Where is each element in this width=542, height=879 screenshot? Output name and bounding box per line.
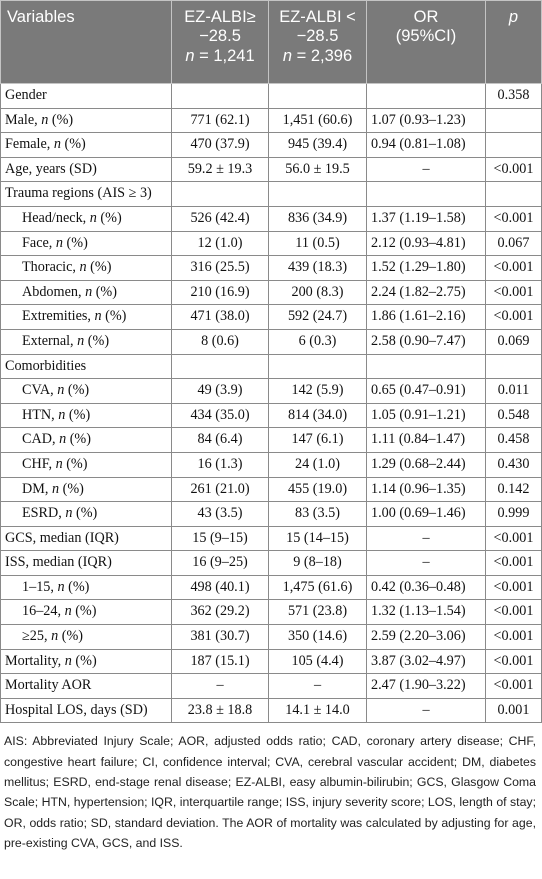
cell-ezalbi-low — [269, 354, 367, 379]
cell-odds-ratio: 2.59 (2.20–3.06) — [367, 625, 486, 650]
row-label: Mortality, n (%) — [1, 649, 172, 674]
cell-odds-ratio: 1.11 (0.84–1.47) — [367, 428, 486, 453]
table-row — [1, 698, 542, 723]
cell-ezalbi-high: 12 (1.0) — [172, 231, 269, 256]
cell-ezalbi-high: 49 (3.9) — [172, 379, 269, 404]
cell-ezalbi-high — [172, 354, 269, 379]
table-row — [1, 403, 542, 428]
row-label: DM, n (%) — [1, 477, 172, 502]
cell-odds-ratio: 1.52 (1.29–1.80) — [367, 256, 486, 281]
cell-p-value: <0.001 — [486, 157, 542, 182]
table-row — [1, 182, 542, 207]
cell-p-value: <0.001 — [486, 575, 542, 600]
cell-ezalbi-low: 9 (8–18) — [269, 551, 367, 576]
cell-p-value: <0.001 — [486, 551, 542, 576]
header-or — [367, 1, 486, 84]
header-ezalbi-low — [269, 1, 367, 84]
row-label: ISS, median (IQR) — [1, 551, 172, 576]
row-label: Head/neck, n (%) — [1, 206, 172, 231]
row-label: External, n (%) — [1, 329, 172, 354]
cell-p-value: 0.069 — [486, 329, 542, 354]
table-row — [1, 674, 542, 699]
cell-ezalbi-high: 381 (30.7) — [172, 625, 269, 650]
cell-ezalbi-high — [172, 182, 269, 207]
table-row — [1, 354, 542, 379]
row-label: Female, n (%) — [1, 133, 172, 158]
cell-ezalbi-high: 84 (6.4) — [172, 428, 269, 453]
cell-p-value: <0.001 — [486, 649, 542, 674]
header-or-line1: OR — [413, 8, 439, 26]
cell-ezalbi-high: – — [172, 674, 269, 699]
cell-odds-ratio: 0.94 (0.81–1.08) — [367, 133, 486, 158]
cell-odds-ratio: 2.58 (0.90–7.47) — [367, 329, 486, 354]
cell-odds-ratio: 2.47 (1.90–3.22) — [367, 674, 486, 699]
cell-ezalbi-high: 8 (0.6) — [172, 329, 269, 354]
table-row — [1, 649, 542, 674]
table-row — [1, 526, 542, 551]
cell-odds-ratio: 1.07 (0.93–1.23) — [367, 108, 486, 133]
header-ezalbi-high-line1: EZ-ALBI≥ — [184, 8, 256, 26]
cell-odds-ratio: 1.37 (1.19–1.58) — [367, 206, 486, 231]
cell-p-value: 0.011 — [486, 379, 542, 404]
header-ezalbi-high-line2: −28.5 — [199, 27, 241, 46]
cell-odds-ratio — [367, 182, 486, 207]
cell-ezalbi-high: 59.2 ± 19.3 — [172, 157, 269, 182]
row-label: ≥25, n (%) — [1, 625, 172, 650]
cell-ezalbi-high: 316 (25.5) — [172, 256, 269, 281]
cell-ezalbi-high: 470 (37.9) — [172, 133, 269, 158]
cell-ezalbi-high: 15 (9–15) — [172, 526, 269, 551]
cell-p-value: <0.001 — [486, 674, 542, 699]
cell-odds-ratio: 0.65 (0.47–0.91) — [367, 379, 486, 404]
cell-odds-ratio: 0.42 (0.36–0.48) — [367, 575, 486, 600]
cell-p-value: 0.067 — [486, 231, 542, 256]
row-label: Face, n (%) — [1, 231, 172, 256]
row-label: HTN, n (%) — [1, 403, 172, 428]
cell-ezalbi-low: 56.0 ± 19.5 — [269, 157, 367, 182]
cell-p-value — [486, 108, 542, 133]
cell-ezalbi-low: 836 (34.9) — [269, 206, 367, 231]
cell-ezalbi-low: – — [269, 674, 367, 699]
header-p-value: p — [486, 1, 542, 84]
cell-ezalbi-low: 350 (14.6) — [269, 625, 367, 650]
cell-ezalbi-high: 261 (21.0) — [172, 477, 269, 502]
table-row — [1, 502, 542, 527]
row-label: ESRD, n (%) — [1, 502, 172, 527]
cell-p-value: <0.001 — [486, 600, 542, 625]
cell-odds-ratio — [367, 354, 486, 379]
row-label: Thoracic, n (%) — [1, 256, 172, 281]
cell-p-value: 0.999 — [486, 502, 542, 527]
cell-ezalbi-high: 362 (29.2) — [172, 600, 269, 625]
row-label: Mortality AOR — [1, 674, 172, 699]
cell-odds-ratio: 1.05 (0.91–1.21) — [367, 403, 486, 428]
table-row — [1, 329, 542, 354]
table-row — [1, 428, 542, 453]
row-label: Abdomen, n (%) — [1, 280, 172, 305]
row-label: CVA, n (%) — [1, 379, 172, 404]
cell-ezalbi-high: 16 (1.3) — [172, 452, 269, 477]
cell-ezalbi-low: 14.1 ± 14.0 — [269, 698, 367, 723]
row-label: Extremities, n (%) — [1, 305, 172, 330]
cell-odds-ratio: 1.29 (0.68–2.44) — [367, 452, 486, 477]
cell-p-value: 0.548 — [486, 403, 542, 428]
row-label: GCS, median (IQR) — [1, 526, 172, 551]
cell-ezalbi-low: 1,475 (61.6) — [269, 575, 367, 600]
cell-ezalbi-low — [269, 182, 367, 207]
cell-ezalbi-low: 592 (24.7) — [269, 305, 367, 330]
header-ezalbi-low-line1: EZ-ALBI < — [279, 8, 356, 26]
row-label: 1–15, n (%) — [1, 575, 172, 600]
cell-ezalbi-high: 771 (62.1) — [172, 108, 269, 133]
row-label: Age, years (SD) — [1, 157, 172, 182]
cell-p-value: 0.458 — [486, 428, 542, 453]
cell-ezalbi-low — [269, 84, 367, 109]
row-label: CAD, n (%) — [1, 428, 172, 453]
cell-p-value: 0.430 — [486, 452, 542, 477]
table-row — [1, 157, 542, 182]
cell-ezalbi-high: 434 (35.0) — [172, 403, 269, 428]
table-row — [1, 305, 542, 330]
table-row — [1, 133, 542, 158]
table-row — [1, 625, 542, 650]
header-or-line2: (95%CI) — [395, 27, 457, 46]
cell-ezalbi-high: 210 (16.9) — [172, 280, 269, 305]
header-ezalbi-high — [172, 1, 269, 84]
cell-ezalbi-low: 24 (1.0) — [269, 452, 367, 477]
table-row — [1, 206, 542, 231]
cell-ezalbi-high: 23.8 ± 18.8 — [172, 698, 269, 723]
cell-ezalbi-low: 439 (18.3) — [269, 256, 367, 281]
cell-ezalbi-low: 83 (3.5) — [269, 502, 367, 527]
cell-ezalbi-high: 43 (3.5) — [172, 502, 269, 527]
table-row — [1, 551, 542, 576]
cell-odds-ratio: 2.24 (1.82–2.75) — [367, 280, 486, 305]
row-label: Comorbidities — [1, 354, 172, 379]
cell-ezalbi-low: 1,451 (60.6) — [269, 108, 367, 133]
cell-ezalbi-high: 187 (15.1) — [172, 649, 269, 674]
row-label: Hospital LOS, days (SD) — [1, 698, 172, 723]
cell-p-value: <0.001 — [486, 256, 542, 281]
cell-p-value: <0.001 — [486, 280, 542, 305]
cell-ezalbi-low: 571 (23.8) — [269, 600, 367, 625]
cell-ezalbi-high: 526 (42.4) — [172, 206, 269, 231]
cell-odds-ratio: 1.86 (1.61–2.16) — [367, 305, 486, 330]
cell-ezalbi-low: 142 (5.9) — [269, 379, 367, 404]
cell-ezalbi-low: 455 (19.0) — [269, 477, 367, 502]
cell-ezalbi-high: 16 (9–25) — [172, 551, 269, 576]
cell-odds-ratio — [367, 84, 486, 109]
cell-p-value: <0.001 — [486, 625, 542, 650]
cell-odds-ratio: – — [367, 157, 486, 182]
cell-ezalbi-low: 11 (0.5) — [269, 231, 367, 256]
cell-ezalbi-low: 814 (34.0) — [269, 403, 367, 428]
footnote: AIS: Abbreviated Injury Scale; AOR, adjusted odds ratio; CAD, coronary artery disease; CHF, congestive heart failure; CI, confidence interval; CVA, cerebral vascular accident; DM, diabetes mellitus; ESRD, end-stage renal disease; EZ-ALBI, easy albumin-bilirubin; GCS, Glasgow Coma Scale; HTN, hypertension; IQR, interquartile range; ISS, injury severity score; LOS, length of stay; OR, odds ratio; SD, standard deviation. The AOR of mortality was calculated by adjusting for age, pre-existing CVA, GCS, and ISS. — [4, 734, 536, 850]
table-row — [1, 231, 542, 256]
cell-odds-ratio: 1.32 (1.13–1.54) — [367, 600, 486, 625]
header-ezalbi-low-n: n = 2,396 — [282, 46, 353, 65]
cell-p-value: <0.001 — [486, 305, 542, 330]
cell-p-value — [486, 354, 542, 379]
table-row — [1, 477, 542, 502]
header-row — [1, 1, 542, 84]
cell-odds-ratio: – — [367, 551, 486, 576]
cell-p-value: 0.001 — [486, 698, 542, 723]
table-row — [1, 379, 542, 404]
cell-ezalbi-low: 945 (39.4) — [269, 133, 367, 158]
table-row — [1, 575, 542, 600]
cell-ezalbi-high: 471 (38.0) — [172, 305, 269, 330]
cell-odds-ratio: 3.87 (3.02–4.97) — [367, 649, 486, 674]
cell-ezalbi-low: 6 (0.3) — [269, 329, 367, 354]
row-label: CHF, n (%) — [1, 452, 172, 477]
cell-odds-ratio: 1.14 (0.96–1.35) — [367, 477, 486, 502]
cell-odds-ratio: 1.00 (0.69–1.46) — [367, 502, 486, 527]
row-label: 16–24, n (%) — [1, 600, 172, 625]
table-row — [1, 256, 542, 281]
table-row — [1, 108, 542, 133]
header-variables: Variables — [1, 1, 172, 84]
cell-ezalbi-low: 147 (6.1) — [269, 428, 367, 453]
cell-p-value — [486, 133, 542, 158]
row-label: Gender — [1, 84, 172, 109]
table-row — [1, 600, 542, 625]
cell-odds-ratio: – — [367, 698, 486, 723]
cell-odds-ratio: 2.12 (0.93–4.81) — [367, 231, 486, 256]
cell-p-value: 0.358 — [486, 84, 542, 109]
row-label: Trauma regions (AIS ≥ 3) — [1, 182, 172, 207]
cell-p-value: <0.001 — [486, 526, 542, 551]
header-ezalbi-high-n: n = 1,241 — [185, 46, 255, 65]
cell-ezalbi-low: 15 (14–15) — [269, 526, 367, 551]
cell-p-value: <0.001 — [486, 206, 542, 231]
cell-ezalbi-high — [172, 84, 269, 109]
table-body — [1, 84, 542, 723]
cell-p-value: 0.142 — [486, 477, 542, 502]
cell-ezalbi-low: 200 (8.3) — [269, 280, 367, 305]
cell-ezalbi-low: 105 (4.4) — [269, 649, 367, 674]
cell-p-value — [486, 182, 542, 207]
table-row — [1, 84, 542, 109]
cell-ezalbi-high: 498 (40.1) — [172, 575, 269, 600]
header-ezalbi-low-line2: −28.5 — [296, 27, 339, 46]
row-label: Male, n (%) — [1, 108, 172, 133]
cell-odds-ratio: – — [367, 526, 486, 551]
table-row — [1, 280, 542, 305]
table-row — [1, 452, 542, 477]
